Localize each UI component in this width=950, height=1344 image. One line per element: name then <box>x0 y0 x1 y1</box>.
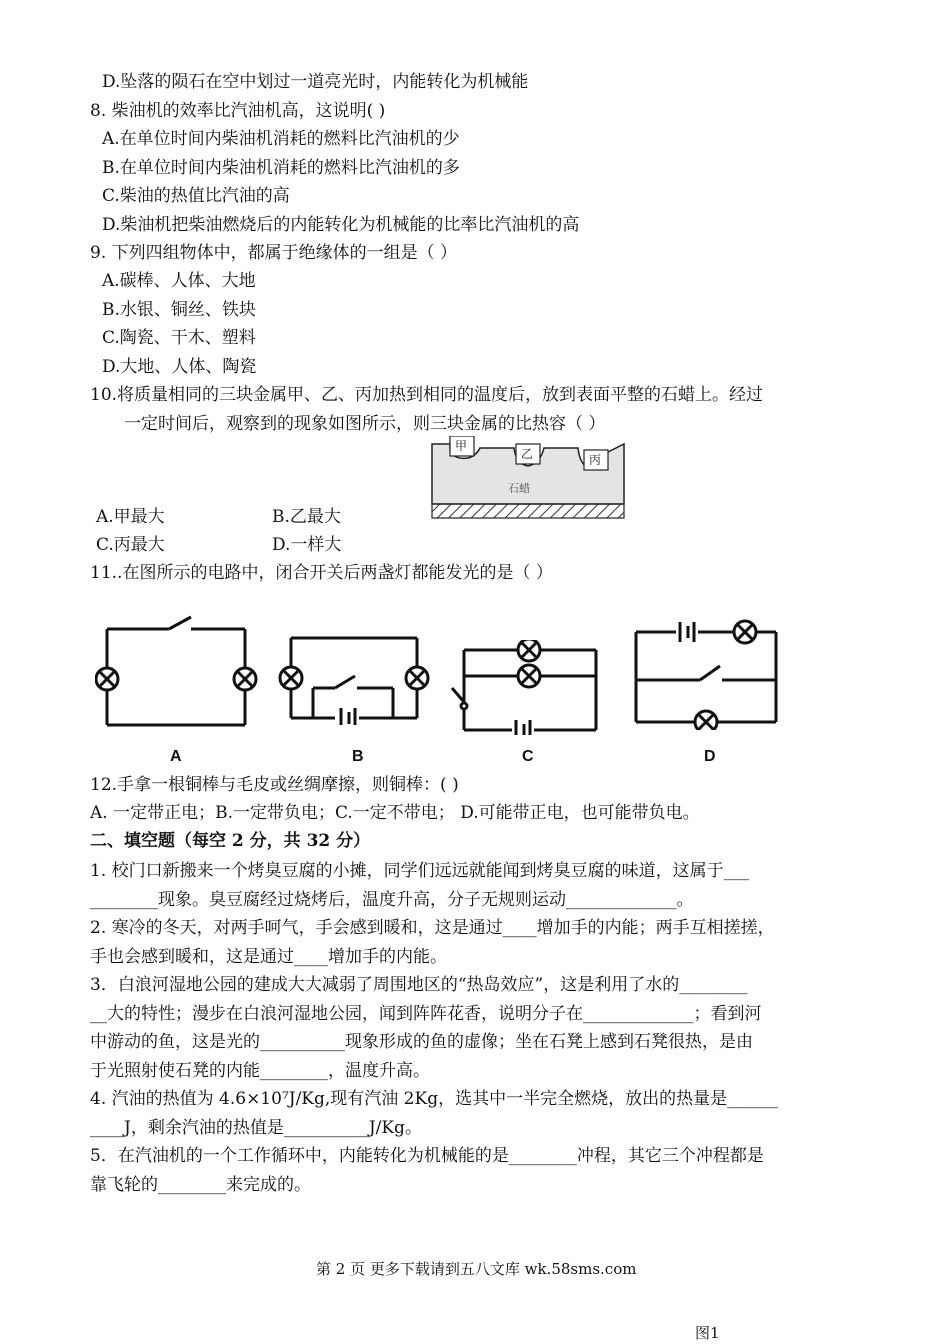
wax-label: 石蜡 <box>508 482 530 495</box>
circuit-d-label: D <box>704 748 716 765</box>
lamp-icon <box>96 668 118 690</box>
q8-option-b: B.在单位时间内柴油机消耗的燃料比汽油机的多 <box>102 158 460 178</box>
lamp-icon <box>234 668 256 690</box>
lamp-icon <box>695 711 717 730</box>
q9-option-a: A.碳棒、人体、大地 <box>102 271 256 291</box>
lamp-icon <box>518 665 540 687</box>
block-yi-label: 乙 <box>521 447 534 461</box>
q8-option-c: C.柴油的热值比汽油的高 <box>102 186 290 206</box>
q10-option-b: B.乙最大 <box>272 507 341 527</box>
battery-icon <box>341 708 355 725</box>
block-jia-label: 甲 <box>455 439 468 453</box>
q9-option-c: C.陶瓷、干木、塑料 <box>102 328 256 348</box>
q10-option-c: C.丙最大 <box>96 535 165 555</box>
lamp-icon <box>518 640 540 661</box>
q8-option-d: D.柴油机把柴油燃烧后的内能转化为机械能的比率比汽油机的高 <box>102 215 580 235</box>
circuit-c-label: C <box>522 748 534 765</box>
fill-q2-line1: 2. 寒冷的冬天，对两手呵气，手会感到暖和，这是通过____增加手的内能；两手互相搓搓， <box>90 918 775 938</box>
circuit-a <box>95 615 260 730</box>
page-footer: 第 2 页 更多下载请到五八文库 wk.58sms.com <box>316 1260 637 1278</box>
q10-option-d: D.一样大 <box>272 535 342 555</box>
fill-q2-line2: 手也会感到暖和，这是通过____增加手的内能。 <box>90 947 447 967</box>
circuit-d <box>628 618 783 730</box>
circuit-b-label: B <box>352 748 364 765</box>
fill-q5-line2: 靠飞轮的________来完成的。 <box>90 1175 311 1195</box>
fill-q4-line2: ____J，剩余汽油的热值是__________J/Kg。 <box>90 1118 422 1138</box>
fill-q3-line4: 于光照射使石凳的内能________，温度升高。 <box>90 1061 430 1081</box>
section-heading: 二、填空题（每空 2 分，共 32 分） <box>90 831 371 851</box>
q10-stem-line1: 10.将质量相同的三块金属甲、乙、丙加热到相同的温度后，放到表面平整的石蜡上。经过 <box>90 385 764 405</box>
figure-label: 图1 <box>695 1324 720 1342</box>
fill-q3-line3: 中游动的鱼，这是光的__________现象形成的鱼的虚像；坐在石凳上感到石凳很热，是由 <box>90 1032 753 1052</box>
fill-q1-line2: ________现象。臭豆腐经过烧烤后，温度升高，分子无规则运动_____________。 <box>90 890 694 910</box>
wax-figure <box>428 436 628 520</box>
lamp-icon <box>280 667 302 689</box>
circuit-c <box>450 640 610 735</box>
fill-q5-line1: 5．在汽油机的一个工作循环中，内能转化为机械能的是________冲程，其它三个冲程都是 <box>90 1146 764 1166</box>
q9-stem: 9. 下列四组物体中，都属于绝缘体的一组是（ ） <box>90 243 458 263</box>
battery-icon <box>680 622 694 642</box>
fill-q4-line1: 4. 汽油的热值为 4.6×10⁷J/Kg,现有汽油 2Kg，选其中一半完全燃烧，放出的热量是______ <box>90 1089 779 1109</box>
q12-options: A. 一定带正电；B.一定带负电；C.一定不带电； D.可能带正电，也可能带负电。 <box>90 803 700 823</box>
fill-q3-line1: 3．白浪河湿地公园的建成大大减弱了周围地区的“热岛效应”，这是利用了水的________ <box>90 975 748 995</box>
circuit-b <box>275 630 435 725</box>
q10-option-a: A.甲最大 <box>96 507 165 527</box>
fill-q3-line2: __大的特性；漫步在白浪河湿地公园，闻到阵阵花香，说明分子在_____________；看到河 <box>90 1004 762 1024</box>
battery-icon <box>516 720 530 735</box>
wax-base-hatch <box>432 504 624 518</box>
q12-stem: 12.手拿一根铜棒与毛皮或丝绸摩擦，则铜棒：( ) <box>90 775 459 795</box>
q9-option-d: D.大地、人体、陶瓷 <box>102 357 257 377</box>
block-bing-label: 丙 <box>589 453 602 467</box>
q7-option-d: D.坠落的陨石在空中划过一道亮光时，内能转化为机械能 <box>102 72 529 92</box>
circuit-a-label: A <box>170 748 182 765</box>
q8-stem: 8. 柴油机的效率比汽油机高，这说明( ) <box>90 101 386 121</box>
lamp-icon <box>406 667 428 689</box>
q8-option-a: A.在单位时间内柴油机消耗的燃料比汽油机的少 <box>102 129 460 149</box>
q10-stem-line2: 一定时间后，观察到的现象如图所示，则三块金属的比热容（ ） <box>124 414 606 434</box>
q9-option-b: B.水银、铜丝、铁块 <box>102 300 256 320</box>
fill-q1-line1: 1. 校门口新搬来一个烤臭豆腐的小摊，同学们远远就能闻到烤臭豆腐的味道，这属于___ <box>90 861 750 881</box>
q11-stem: 11..在图所示的电路中，闭合开关后两盏灯都能发光的是（ ） <box>90 563 553 583</box>
lamp-icon <box>734 621 756 643</box>
